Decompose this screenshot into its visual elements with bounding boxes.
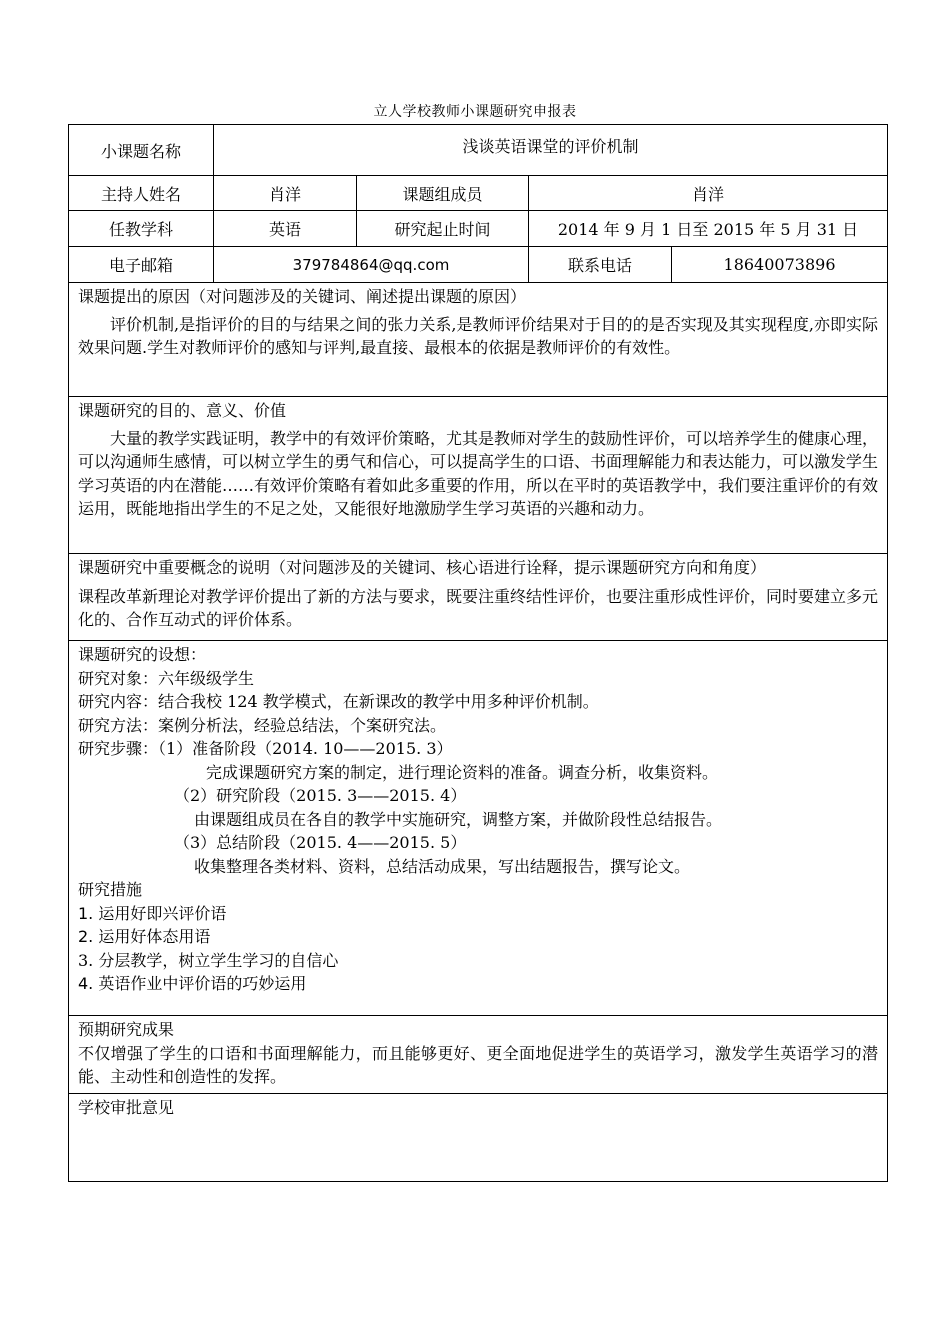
topic-name-label: 小课题名称 — [69, 125, 214, 176]
host-name-label: 主持人姓名 — [69, 176, 214, 211]
subject-row — [69, 211, 888, 247]
plan-step3-description: 收集整理各类材料、资料，总结活动成果，写出结题报告，撰写论文。 — [194, 856, 691, 876]
approval-section — [69, 1093, 888, 1181]
plan-content: 研究内容：结合我校 124 教学模式，在新课改的教学中用多种评价机制。 — [78, 692, 599, 711]
concept-body: 课程改革新理论对教学评价提出了新的方法与要求，既要注重终结性评价，也要注重形成性评价，同时要建立多元化的、合作互动式的评价体系。 — [78, 586, 879, 629]
measures-heading: 研究措施 — [78, 880, 143, 899]
outcome-section — [69, 1016, 888, 1094]
plan-step1-heading: 研究步骤：（1）准备阶段（2014. 10——2015. 3） — [78, 739, 453, 758]
subject-label: 任教学科 — [69, 211, 214, 247]
plan-method: 研究方法：案例分析法，经验总结法，个案研究法。 — [78, 715, 447, 735]
plan-heading: 课题研究的设想： — [78, 645, 207, 664]
period-value: 2014 年 9 月 1 日至 2015 年 5 月 31 日 — [529, 211, 888, 247]
contact-row — [69, 247, 888, 283]
plan-step2-heading: （2）研究阶段（2015. 3——2015. 4） — [174, 786, 467, 805]
period-label: 研究起止时间 — [357, 211, 529, 247]
measure-item: 1. 运用好即兴评价语 — [78, 903, 227, 923]
reason-heading: 课题提出的原因（对问题涉及的关键词、阐述提出课题的原因） — [78, 287, 527, 306]
plan-section — [69, 641, 888, 1016]
host-name-value: 肖洋 — [214, 176, 357, 211]
document-title: 立人学校教师小课题研究申报表 — [373, 104, 577, 120]
email-label: 电子邮箱 — [69, 247, 214, 283]
phone-label: 联系电话 — [529, 247, 672, 283]
subject-value: 英语 — [214, 211, 357, 247]
purpose-heading: 课题研究的目的、意义、价值 — [78, 401, 287, 420]
measure-item: 3. 分层教学，树立学生学习的自信心 — [78, 950, 339, 970]
topic-name-value: 浅谈英语课堂的评价机制 — [214, 125, 888, 176]
application-form-table — [68, 124, 888, 1182]
concept-heading: 课题研究中重要概念的说明（对问题涉及的关键词、核心语进行诠释，提示课题研究方向和角度） — [78, 558, 767, 577]
outcome-body: 不仅增强了学生的口语和书面理解能力，而且能够更好、更全面地促进学生的英语学习，激发学生英语学习的潜能、主动性和创造性的发挥。 — [78, 1043, 879, 1086]
plan-object: 研究对象：六年级级学生 — [78, 668, 255, 688]
concept-section — [69, 554, 888, 641]
plan-step2-description: 由课题组成员在各自的教学中实施研究，调整方案，并做阶段性总结报告。 — [194, 809, 723, 829]
host-row — [69, 176, 888, 211]
plan-step1-description: 完成课题研究方案的制定，进行理论资料的准备。调查分析，收集资料。 — [206, 762, 719, 782]
outcome-heading: 预期研究成果 — [78, 1020, 175, 1039]
approval-heading: 学校审批意见 — [78, 1097, 175, 1117]
purpose-body: 大量的教学实践证明，教学中的有效评价策略，尤其是教师对学生的鼓励性评价，可以培养学生的健康心理，可以沟通师生感情，可以树立学生的勇气和信心，可以提高学生的口语、书面理解能力和表达能力，可以激发学生学习英语的内在潜能……有效评价策略有着如此多重要的作用，所以在平时的英语教学中，我们要注重评价的有效运用，既能地指出学生的不足之处，又能很好地激励学生学习英语的兴趣和动力。 — [78, 428, 879, 518]
team-members-value: 肖洋 — [529, 176, 888, 211]
team-members-label: 课题组成员 — [357, 176, 529, 211]
phone-value: 18640073896 — [672, 247, 888, 283]
measure-item: 2. 运用好体态用语 — [78, 927, 211, 946]
measure-item: 4. 英语作业中评价语的巧妙运用 — [78, 974, 307, 993]
reason-body: 评价机制,是指评价的目的与结果之间的张力关系,是教师评价结果对于目的的是否实现及其实现程度,亦即实际效果问题.学生对教师评价的感知与评判,最直接、最根本的依据是教师评价的有效性。 — [78, 314, 879, 357]
reason-section — [69, 283, 888, 397]
email-value: 379784864@qq.com — [214, 247, 529, 283]
purpose-section — [69, 397, 888, 554]
topic-name-row — [69, 125, 888, 176]
plan-step3-heading: （3）总结阶段（2015. 4——2015. 5） — [174, 833, 467, 852]
